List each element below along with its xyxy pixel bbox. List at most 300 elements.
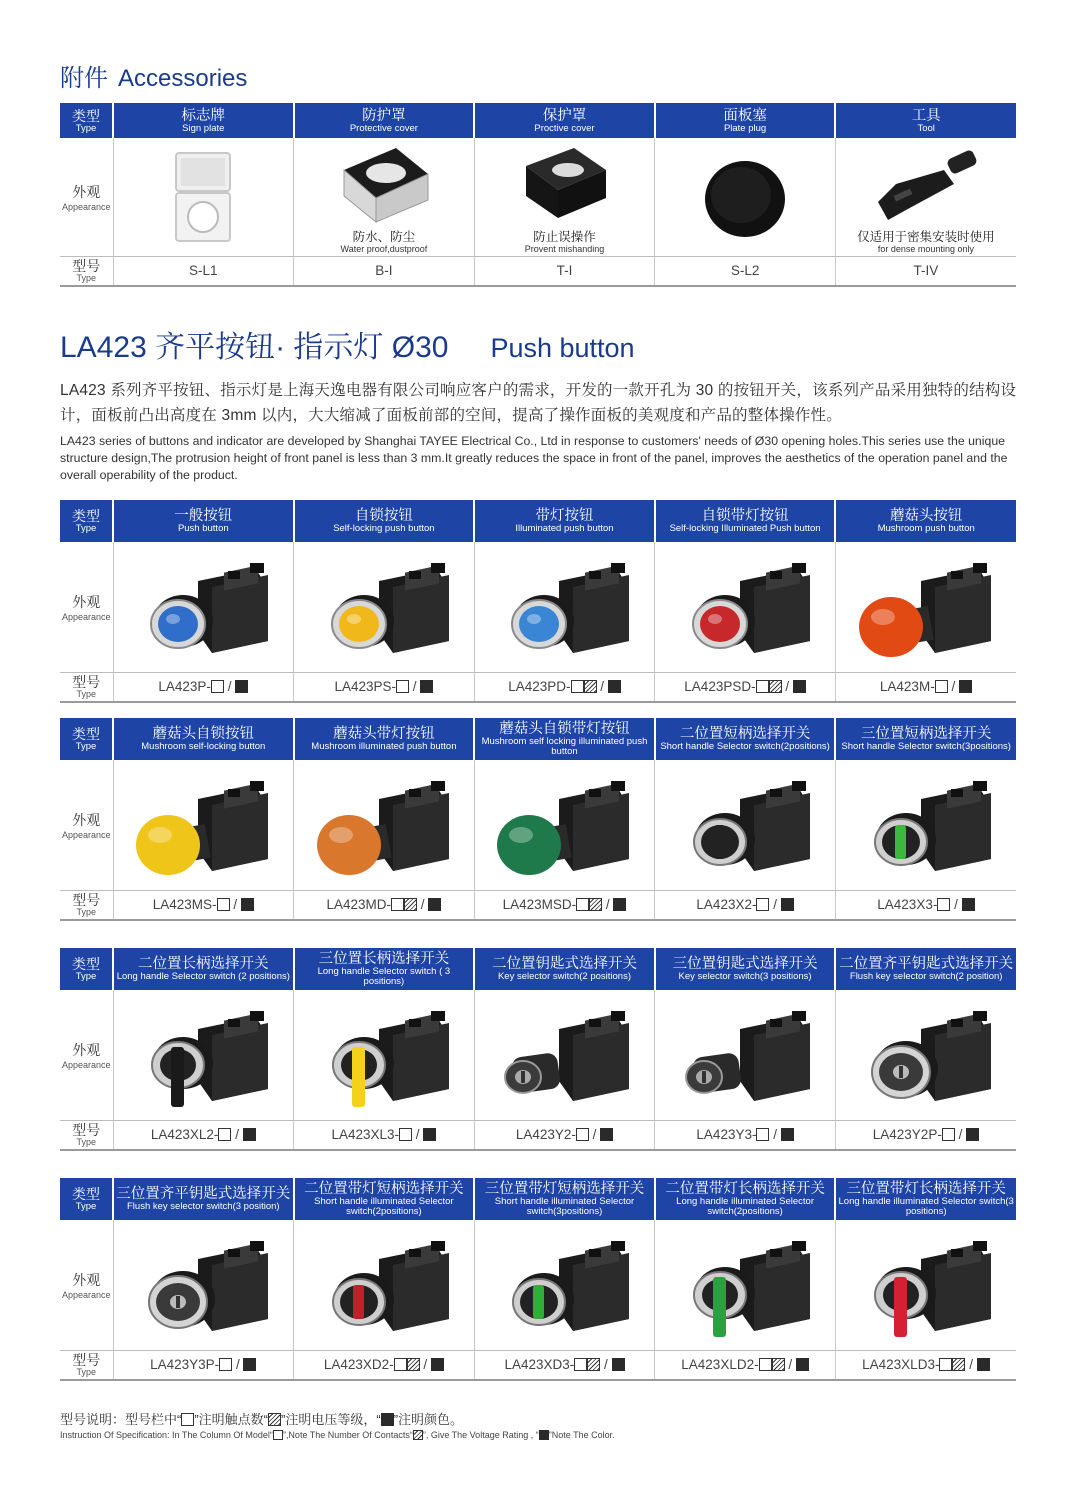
color-block-icon — [781, 898, 794, 911]
product-name-zh: 二位置齐平钥匙式选择开关 — [839, 956, 1014, 972]
type-label-en: Type — [75, 523, 97, 534]
plate-plug-icon — [685, 149, 805, 245]
color-block-icon — [243, 1358, 256, 1371]
appearance-label-en: Appearance — [61, 201, 111, 212]
contacts-square-icon — [219, 1358, 232, 1371]
contacts-square-icon — [937, 898, 950, 911]
product-model — [655, 672, 836, 702]
model-label-zh: 型号 — [72, 891, 101, 908]
type-label — [60, 718, 113, 760]
accessory-name-zh: 面板塞 — [723, 107, 767, 124]
contacts-square-icon — [756, 680, 769, 693]
color-block-icon — [420, 680, 433, 693]
footnote-text: ”注明颜色。 — [393, 1412, 464, 1427]
product-image — [655, 1220, 836, 1350]
model-code: LA423XD3- — [504, 1357, 575, 1373]
contacts-square-icon — [571, 680, 584, 693]
product-header-row — [60, 500, 1016, 542]
long-handle-switch-icon — [128, 997, 278, 1112]
model-code: LA423M- — [879, 679, 935, 695]
color-block-icon — [381, 1413, 394, 1426]
type-label — [60, 103, 113, 138]
color-block-icon — [962, 898, 975, 911]
product-table — [60, 948, 1016, 1151]
appearance-label-en: Appearance — [61, 1059, 111, 1070]
accessory-name-zh: 防护罩 — [362, 107, 406, 124]
type-label-en: Type — [75, 971, 97, 982]
color-block-icon — [431, 1358, 444, 1371]
model-label-en: Type — [76, 688, 96, 699]
accessory-model: T-I — [474, 256, 655, 286]
product-table — [60, 718, 1016, 921]
product-name-en: Flush key selector switch(2 position) — [849, 971, 1003, 982]
contacts-square-icon — [576, 898, 589, 911]
footnote-text: ”, Give The Voltage Rating , “ — [422, 1430, 539, 1440]
product-image — [474, 990, 655, 1120]
mushroom-button-icon — [851, 549, 1001, 664]
product-name-zh: 自锁带灯按钮 — [701, 508, 789, 524]
flush-key-switch-icon — [128, 1227, 278, 1342]
model-separator: / — [229, 897, 241, 913]
accessory-name-en: Proctive cover — [534, 122, 595, 134]
model-separator: / — [231, 1127, 243, 1143]
product-name-en: Flush key selector switch(3 position) — [127, 1201, 280, 1212]
model-label-zh: 型号 — [72, 1351, 101, 1368]
intro-text-en: LA423 series of buttons and indicator are developed by Shanghai TAYEE Electrical Co., Ltd in response to customers' needs of Ø30 opening holes.This series use the unique structure design,The protrusion height of front panel is less than 3 mm.It greatly reduces the space in front of the panel, improves the aesthetics of the operation panel and the overall operability of the product. — [60, 434, 1008, 482]
product-header — [113, 500, 294, 542]
model-separator: / — [412, 1127, 424, 1143]
accessory-note — [475, 230, 655, 254]
model-code: LA423XD2- — [323, 1357, 394, 1373]
color-block-icon — [428, 898, 441, 911]
accessories-table — [60, 103, 1016, 287]
footnote-text: 型号说明：型号栏中“ — [60, 1412, 182, 1427]
type-label — [60, 500, 113, 542]
product-image — [294, 990, 475, 1120]
model-label-zh: 型号 — [72, 673, 101, 690]
product-model — [474, 672, 655, 702]
intro-text-zh: LA423 系列齐平按钮、指示灯是上海天逸电器有限公司响应客户的需求，开发的一款开孔为 30 的按钮开关，该系列产品采用独特的结构设计，面板前凸出高度在 3mm 以内，大大缩减了面板前部的空间，提高了操作面板的美观度和产品的整体操作性。 — [60, 382, 1017, 424]
protective-cover-icon — [324, 140, 444, 236]
product-name-zh: 三位置长柄选择开关 — [318, 951, 450, 967]
model-separator: / — [596, 679, 608, 695]
product-image — [474, 760, 655, 890]
product-model — [294, 1120, 475, 1150]
selector-switch-icon — [489, 1227, 639, 1342]
contacts-square-icon — [181, 1413, 194, 1426]
accessory-header — [655, 103, 836, 138]
product-name-zh: 三位置短柄选择开关 — [860, 726, 992, 742]
type-label-zh: 类型 — [72, 508, 100, 524]
footnote-text: ”注明电压等级，“ — [281, 1412, 381, 1427]
model-separator: / — [588, 1127, 601, 1143]
color-block-icon — [539, 1430, 549, 1440]
model-label — [60, 890, 113, 920]
accessory-model: S-L2 — [655, 256, 836, 286]
color-block-icon — [612, 1358, 625, 1371]
model-separator: / — [409, 679, 421, 695]
product-name-zh: 带灯按钮 — [535, 508, 594, 524]
long-handle-switch-icon — [670, 1227, 820, 1342]
appearance-label-en: Appearance — [61, 829, 111, 840]
voltage-hatch-icon — [413, 1430, 423, 1440]
type-label-zh: 类型 — [72, 726, 100, 742]
footnote-text: ”注明触点数“ — [194, 1412, 269, 1427]
product-image — [294, 542, 475, 672]
product-image — [655, 990, 836, 1120]
model-separator: / — [950, 897, 962, 913]
selector-switch-icon — [309, 1227, 459, 1342]
product-name-en: Self-locking push button — [333, 523, 435, 534]
product-header — [655, 718, 836, 760]
accessory-note — [294, 230, 474, 254]
type-label-en: Type — [75, 741, 97, 752]
product-header — [835, 718, 1016, 760]
model-code: LA423Y3- — [696, 1127, 757, 1143]
product-name-en: Long handle Selector switch (2 positions) — [116, 971, 290, 982]
product-header — [294, 500, 475, 542]
product-name-en: Mushroom self-locking button — [141, 741, 266, 752]
accessory-image — [474, 138, 655, 256]
tool-icon — [866, 140, 986, 236]
model-label-en: Type — [76, 1136, 96, 1147]
model-label — [60, 256, 113, 286]
contacts-square-icon — [756, 1128, 769, 1141]
product-name-en: Long handle Selector switch ( 3 positions) — [317, 966, 451, 987]
model-code: LA423XL3- — [331, 1127, 400, 1143]
product-model — [835, 1120, 1016, 1150]
product-header — [474, 500, 655, 542]
product-header — [655, 500, 836, 542]
voltage-hatch-icon — [772, 1358, 785, 1371]
model-separator: / — [769, 897, 781, 913]
model-label — [60, 1120, 113, 1150]
model-code: LA423PD- — [508, 679, 571, 695]
product-header — [655, 1178, 836, 1220]
accessory-note — [836, 230, 1016, 254]
product-name-en: Short handle illuminated Selector switch(2positions) — [314, 1196, 454, 1217]
flush-button-icon — [128, 549, 278, 664]
accessory-header — [835, 103, 1016, 138]
model-code: LA423X2- — [696, 897, 757, 913]
color-block-icon — [977, 1358, 990, 1371]
model-separator: / — [954, 1127, 967, 1143]
contacts-square-icon — [391, 898, 404, 911]
appearance-label-zh: 外观 — [72, 1271, 101, 1288]
protective-cap-icon — [504, 140, 624, 236]
product-model — [474, 1120, 655, 1150]
appearance-label-zh: 外观 — [72, 183, 101, 200]
accessory-name-zh: 保护罩 — [542, 107, 587, 124]
model-separator: / — [419, 1357, 431, 1373]
model-separator: / — [223, 679, 236, 695]
product-image-row — [60, 1220, 1016, 1350]
contacts-square-icon — [576, 1128, 589, 1141]
product-header — [835, 948, 1016, 990]
model-code: LA423PS- — [334, 679, 397, 695]
color-block-icon — [241, 898, 254, 911]
accessory-model: T-IV — [835, 256, 1016, 286]
selector-switch-icon — [670, 767, 820, 882]
product-image — [113, 542, 294, 672]
key-switch-icon — [670, 997, 820, 1112]
product-header-row — [60, 1178, 1016, 1220]
product-name-en: Short handle Selector switch(2positions) — [660, 741, 830, 752]
product-name-zh: 二位置带灯短柄选择开关 — [304, 1181, 464, 1197]
color-block-icon — [966, 1128, 979, 1141]
type-label — [60, 1178, 113, 1220]
product-image — [113, 1220, 294, 1350]
product-image — [113, 760, 294, 890]
flush-button-icon — [489, 549, 639, 664]
product-model — [474, 1350, 655, 1380]
product-name-zh: 蘑菇头自锁按钮 — [152, 726, 255, 742]
color-block-icon — [243, 1128, 256, 1141]
model-code: LA423Y3P- — [150, 1357, 220, 1373]
model-separator: / — [417, 897, 429, 913]
product-name-zh: 自锁按钮 — [354, 508, 413, 524]
product-name-zh: 三位置钥匙式选择开关 — [672, 956, 818, 972]
model-code: LA423P- — [158, 679, 211, 695]
accessory-name-zh: 标志牌 — [181, 107, 226, 124]
product-model — [835, 672, 1016, 702]
contacts-square-icon — [935, 680, 948, 693]
accessory-model: S-L1 — [113, 256, 294, 286]
accessory-name-zh: 工具 — [911, 107, 941, 124]
appearance-label-en: Appearance — [61, 1289, 111, 1300]
model-code: LA423Y2- — [515, 1127, 576, 1143]
accessory-name-en: Protective cover — [349, 122, 418, 134]
product-image — [474, 542, 655, 672]
product-header — [474, 718, 655, 760]
accessory-note-en: Provent mishanding — [524, 243, 605, 254]
footnote-text: ”,Note The Number Of Contacts“ — [282, 1430, 413, 1440]
product-model — [113, 1350, 294, 1380]
accessory-image — [655, 138, 836, 256]
voltage-hatch-icon — [587, 1358, 600, 1371]
footnote-en — [60, 1430, 615, 1440]
mushroom-button-icon — [309, 767, 459, 882]
accessory-image — [294, 138, 475, 256]
accessory-name-en: Tool — [917, 122, 935, 134]
accessory-note-zh: 防止误操作 — [533, 229, 596, 244]
product-name-en: Push button — [177, 523, 229, 534]
type-label-en: Type — [75, 1201, 97, 1212]
product-image — [835, 990, 1016, 1120]
contacts-square-icon — [756, 898, 769, 911]
product-model — [113, 890, 294, 920]
model-label-zh: 型号 — [72, 257, 101, 274]
product-name-en: Short handle Selector switch(3positions) — [841, 741, 1011, 752]
flush-button-icon — [670, 549, 820, 664]
footnote-text: Instruction Of Specification: In The Column Of Model“ — [60, 1430, 273, 1440]
product-header — [474, 1178, 655, 1220]
color-block-icon — [781, 1128, 794, 1141]
color-block-icon — [423, 1128, 436, 1141]
product-name-zh: 二位置带灯长柄选择开关 — [665, 1181, 825, 1197]
product-name-zh: 二位置短柄选择开关 — [679, 726, 811, 742]
model-label-zh: 型号 — [72, 1121, 101, 1138]
model-label-en: Type — [76, 1366, 96, 1377]
push-button-title-zh: LA423 齐平按钮· 指示灯 Ø30 — [60, 331, 449, 364]
product-header — [655, 948, 836, 990]
type-label-zh: 类型 — [72, 956, 100, 972]
accessory-note-en: Water proof,dustproof — [340, 243, 428, 254]
product-header-row — [60, 718, 1016, 760]
model-separator: / — [781, 679, 793, 695]
model-code: LA423PSD- — [684, 679, 756, 695]
product-model-row — [60, 1350, 1016, 1380]
product-header — [294, 1178, 475, 1220]
product-model — [835, 890, 1016, 920]
model-code: LA423Y2P- — [872, 1127, 942, 1143]
voltage-hatch-icon — [584, 680, 597, 693]
contacts-square-icon — [218, 1128, 231, 1141]
push-button-title — [60, 322, 635, 366]
contacts-square-icon — [942, 1128, 955, 1141]
accessory-name-en: Plate plug — [723, 122, 767, 134]
model-separator: / — [602, 897, 614, 913]
product-image-row — [60, 990, 1016, 1120]
model-separator: / — [769, 1127, 781, 1143]
accessory-model: B-I — [294, 256, 475, 286]
accessory-image — [113, 138, 294, 256]
product-image-row — [60, 542, 1016, 672]
product-name-en: Key selector switch(2 positions) — [497, 971, 632, 982]
appearance-label-zh: 外观 — [72, 1041, 101, 1058]
mushroom-button-icon — [489, 767, 639, 882]
contacts-square-icon — [273, 1430, 283, 1440]
appearance-label-zh: 外观 — [72, 593, 101, 610]
product-model — [655, 1120, 836, 1150]
accessory-name-en: Sign plate — [182, 122, 225, 134]
product-header-row — [60, 948, 1016, 990]
color-block-icon — [235, 680, 248, 693]
appearance-label — [60, 760, 113, 890]
key-switch-icon — [489, 997, 639, 1112]
product-image — [835, 542, 1016, 672]
model-label-en: Type — [76, 906, 96, 917]
product-name-zh: 三位置带灯长柄选择开关 — [846, 1181, 1006, 1197]
voltage-hatch-icon — [589, 898, 602, 911]
appearance-label-en: Appearance — [61, 611, 111, 622]
type-label-en: Type — [75, 122, 97, 134]
product-table — [60, 1178, 1016, 1381]
product-table — [60, 500, 1016, 703]
contacts-square-icon — [939, 1358, 952, 1371]
product-model-row — [60, 1120, 1016, 1150]
selector-switch-icon — [851, 767, 1001, 882]
model-code: LA423MSD- — [502, 897, 577, 913]
model-label — [60, 1350, 113, 1380]
accessories-title-zh: 附件 — [60, 65, 108, 92]
model-separator: / — [600, 1357, 612, 1373]
color-block-icon — [608, 680, 621, 693]
product-name-en: Long handle illuminated Selector switch(3 positions) — [838, 1196, 1014, 1217]
product-name-zh: 三位置齐平钥匙式选择开关 — [116, 1186, 291, 1202]
voltage-hatch-icon — [769, 680, 782, 693]
product-name-zh: 一般按钮 — [174, 508, 233, 524]
product-name-zh: 蘑菇头自锁带灯按钮 — [499, 721, 630, 737]
accessory-header — [474, 103, 655, 138]
appearance-label — [60, 1220, 113, 1350]
accessory-note-zh: 防水、防尘 — [352, 229, 416, 244]
mushroom-button-icon — [128, 767, 278, 882]
voltage-hatch-icon — [404, 898, 417, 911]
product-header — [835, 1178, 1016, 1220]
model-code: LA423X3- — [877, 897, 938, 913]
model-code: LA423XLD3- — [862, 1357, 940, 1373]
model-separator: / — [784, 1357, 796, 1373]
product-header — [294, 718, 475, 760]
product-name-zh: 蘑菇头带灯按钮 — [333, 726, 435, 742]
product-name-en: Mushroom push button — [877, 523, 975, 534]
product-image — [294, 1220, 475, 1350]
color-block-icon — [959, 680, 972, 693]
contacts-square-icon — [394, 1358, 407, 1371]
appearance-label — [60, 138, 113, 256]
product-name-en: Self-locking Illuminated Push button — [669, 523, 821, 534]
product-name-zh: 二位置钥匙式选择开关 — [491, 956, 637, 972]
accessory-header — [113, 103, 294, 138]
product-model — [113, 1120, 294, 1150]
product-model — [835, 1350, 1016, 1380]
color-block-icon — [796, 1358, 809, 1371]
product-model — [294, 890, 475, 920]
product-model-row — [60, 672, 1016, 702]
accessories-title — [60, 58, 247, 93]
accessories-title-en: Accessories — [118, 65, 248, 92]
product-model — [655, 890, 836, 920]
product-model — [113, 672, 294, 702]
product-name-en: Short handle illuminated Selector switch(3positions) — [494, 1196, 635, 1217]
product-model — [294, 672, 475, 702]
color-block-icon — [613, 898, 626, 911]
color-block-icon — [793, 680, 806, 693]
accessory-note-en: for dense mounting only — [877, 243, 974, 254]
product-name-en: Long handle illuminated Selector switch(2positions) — [676, 1196, 814, 1217]
product-header — [113, 718, 294, 760]
contacts-square-icon — [396, 680, 409, 693]
product-model — [474, 890, 655, 920]
product-name-zh: 蘑菇头按钮 — [889, 508, 963, 524]
model-label — [60, 672, 113, 702]
product-header — [835, 500, 1016, 542]
sign-plate-icon — [143, 149, 263, 245]
voltage-hatch-icon — [268, 1413, 281, 1426]
push-button-title-en: Push button — [490, 333, 635, 363]
product-image — [655, 542, 836, 672]
model-separator: / — [965, 1357, 977, 1373]
long-handle-switch-icon — [851, 1227, 1001, 1342]
footnote-zh — [60, 1409, 463, 1428]
product-name-en: Illuminated push button — [515, 523, 614, 534]
footnote-text: ”Note The Color. — [548, 1430, 615, 1440]
model-code: LA423XLD2- — [681, 1357, 759, 1373]
product-header — [474, 948, 655, 990]
contacts-square-icon — [217, 898, 230, 911]
type-label-zh: 类型 — [72, 1186, 100, 1202]
product-image — [835, 760, 1016, 890]
product-header — [294, 948, 475, 990]
model-separator: / — [947, 679, 959, 695]
product-name-zh: 二位置长柄选择开关 — [138, 956, 269, 972]
appearance-label — [60, 990, 113, 1120]
contacts-square-icon — [399, 1128, 412, 1141]
voltage-hatch-icon — [407, 1358, 420, 1371]
product-image — [474, 1220, 655, 1350]
accessory-header — [294, 103, 475, 138]
